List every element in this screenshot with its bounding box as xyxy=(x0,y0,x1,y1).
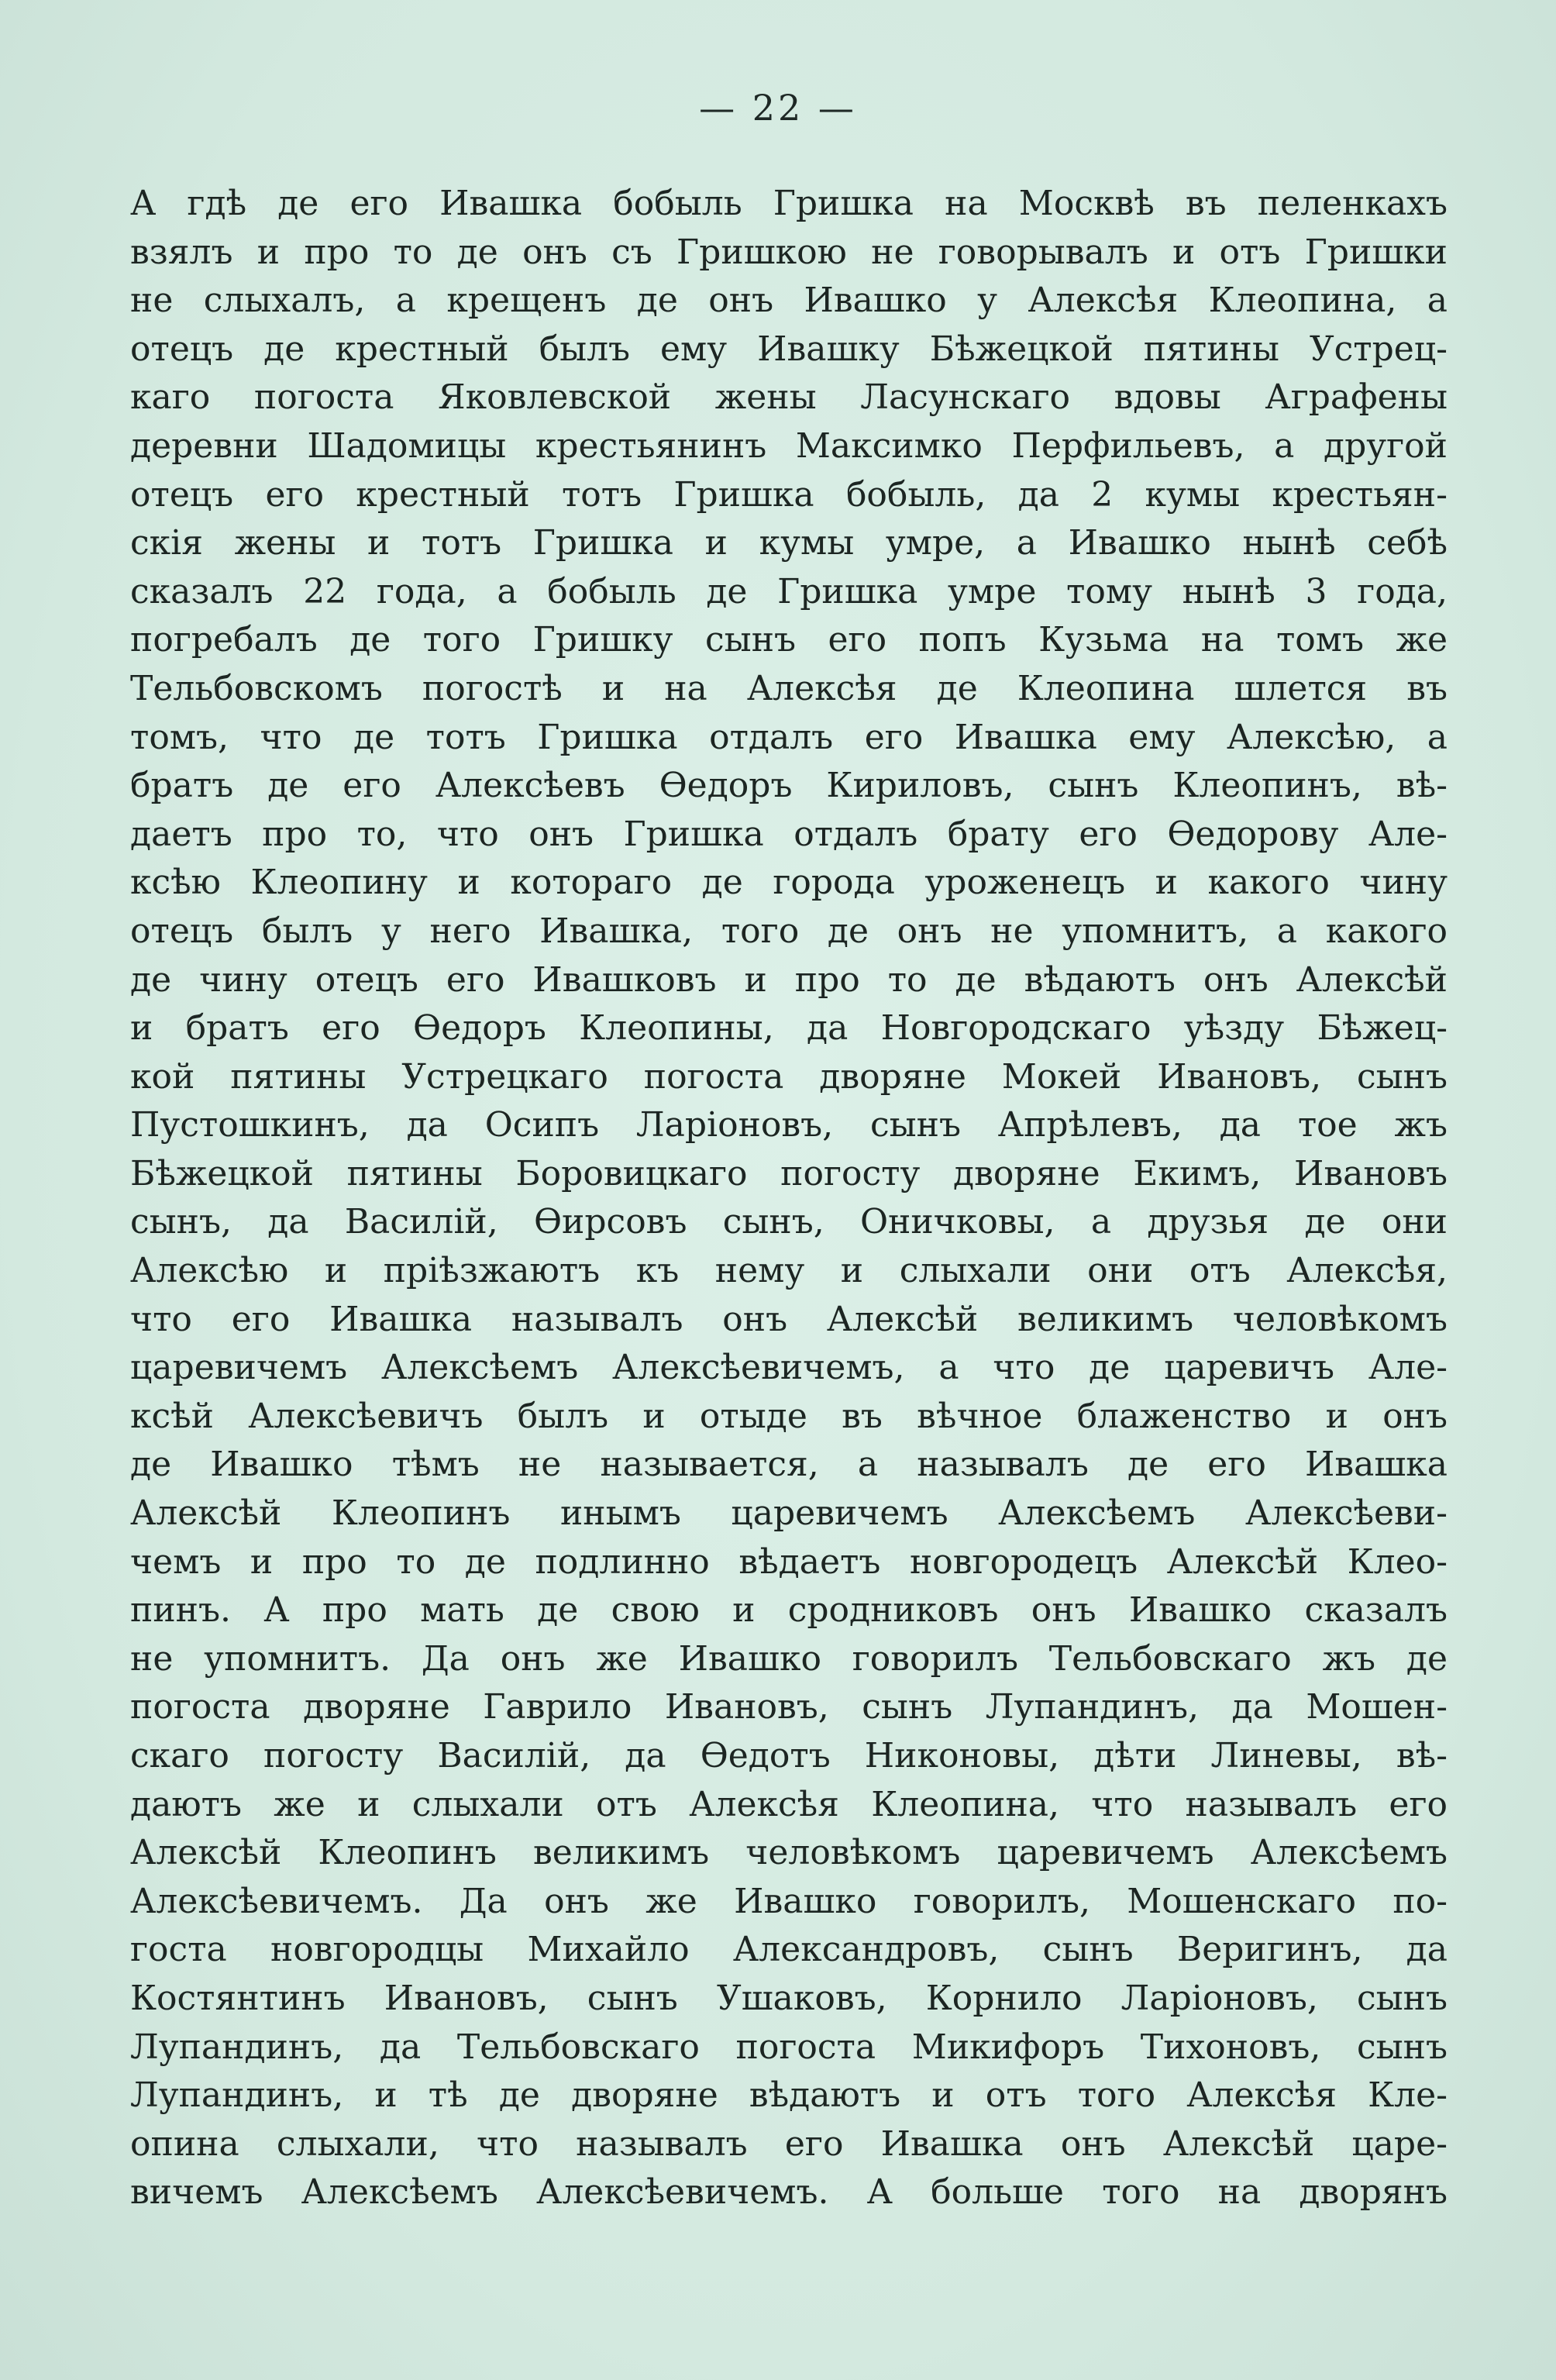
text-line: скія жены и тотъ Гришка и кумы умре, а Ивашко нынѣ себѣ xyxy=(130,523,1448,563)
text-line: Бѣжецкой пятины Боровицкаго погосту дворяне Екимъ, Ивановъ xyxy=(130,1153,1448,1193)
text-line: взялъ и про то де онъ съ Гришкою не говорывалъ и отъ Гришки xyxy=(130,232,1448,272)
text-line: де Ивашко тѣмъ не называется, а называлъ де его Ивашка xyxy=(130,1445,1448,1485)
text-line: деревни Шадомицы крестьянинъ Максимко Перфильевъ, а другой xyxy=(130,425,1448,466)
text-line: Алексѣй Клеопинъ инымъ царевичемъ Алексѣемъ Алексѣеви- xyxy=(130,1493,1448,1534)
text-line: Алексѣю и пріѣзжаютъ къ нему и слыхали они отъ Алексѣя, xyxy=(130,1251,1448,1291)
text-line: скаго погосту Василій, да Ѳедотъ Никоновы, дѣти Линевы, вѣ- xyxy=(130,1736,1448,1776)
text-line: даетъ про то, что онъ Гришка отдалъ брату его Ѳедорову Але- xyxy=(130,814,1448,854)
text-line: Пустошкинъ, да Осипъ Ларіоновъ, сынъ Апрѣлевъ, да тое жъ xyxy=(130,1105,1448,1145)
text-line: пинъ. А про мать де свою и сродниковъ онъ Ивашко сказалъ xyxy=(130,1590,1448,1631)
text-line: братъ де его Алексѣевъ Ѳедоръ Кириловъ, сынъ Клеопинъ, вѣ- xyxy=(130,766,1448,806)
text-line: сказалъ 22 года, а бобыль де Гришка умре тому нынѣ 3 года, xyxy=(130,571,1448,611)
text-line: де чину отецъ его Ивашковъ и про то де вѣдаютъ онъ Алексѣй xyxy=(130,959,1448,1000)
text-line: даютъ же и слыхали отъ Алексѣя Клеопина, что называлъ его xyxy=(130,1784,1448,1824)
text-line: не слыхалъ, а крещенъ де онъ Ивашко у Алексѣя Клеопина, а xyxy=(130,281,1448,321)
text-line: отецъ де крестный былъ ему Ивашку Бѣжецкой пятины Устрец- xyxy=(130,329,1448,369)
body-text xyxy=(130,180,1448,2217)
text-line: не упомнитъ. Да онъ же Ивашко говорилъ Тельбовскаго жъ де xyxy=(130,1638,1448,1679)
text-line: томъ, что де тотъ Гришка отдалъ его Ивашка ему Алексѣю, а xyxy=(130,717,1448,757)
text-line: отецъ былъ у него Ивашка, того де онъ не упомнитъ, а какого xyxy=(130,911,1448,951)
text-line: что его Ивашка называлъ онъ Алексѣй великимъ человѣкомъ xyxy=(130,1299,1448,1339)
text-line: А гдѣ де его Ивашка бобыль Гришка на Москвѣ въ пеленкахъ xyxy=(130,184,1448,223)
text-line: госта новгородцы Михайло Александровъ, сынъ Веригинъ, да xyxy=(130,1930,1448,1970)
text-line: опина слыхали, что называлъ его Ивашка онъ Алексѣй царе- xyxy=(130,2123,1448,2164)
text-line: чемъ и про то де подлинно вѣдаетъ новгородецъ Алексѣй Клео- xyxy=(130,1541,1448,1582)
text-line: каго погоста Яковлевской жены Ласунскаго вдовы Аграфены xyxy=(130,377,1448,418)
text-line: Лупандинъ, да Тельбовскаго погоста Микифоръ Тихоновъ, сынъ xyxy=(130,2027,1448,2067)
text-line: царевичемъ Алексѣемъ Алексѣевичемъ, а что де царевичъ Але- xyxy=(130,1348,1448,1388)
text-line: сынъ, да Василій, Ѳирсовъ сынъ, Оничковы, а друзья де они xyxy=(130,1202,1448,1242)
text-line: погребалъ де того Гришку сынъ его попъ Кузьма на томъ же xyxy=(130,620,1448,660)
text-line: вичемъ Алексѣемъ Алексѣевичемъ. А больше того на дворянъ xyxy=(130,2172,1448,2213)
text-line: и братъ его Ѳедоръ Клеопины, да Новгородскаго уѣзду Бѣжец- xyxy=(130,1008,1448,1049)
page-number: — 22 — xyxy=(699,87,857,129)
text-line: погоста дворяне Гаврило Ивановъ, сынъ Лупандинъ, да Мошен- xyxy=(130,1687,1448,1727)
text-line: отецъ его крестный тотъ Гришка бобыль, да 2 кумы крестьян- xyxy=(130,474,1448,515)
text-line: Лупандинъ, и тѣ де дворяне вѣдаютъ и отъ того Алексѣя Кле- xyxy=(130,2075,1448,2116)
text-line: Костянтинъ Ивановъ, сынъ Ушаковъ, Корнило Ларіоновъ, сынъ xyxy=(130,1978,1448,2018)
text-line: Тельбовскомъ погостѣ и на Алексѣя де Клеопина шлется въ xyxy=(130,668,1448,708)
text-line: Алексѣй Клеопинъ великимъ человѣкомъ царевичемъ Алексѣемъ xyxy=(130,1833,1448,1873)
text-line: кой пятины Устрецкаго погоста дворяне Мокей Ивановъ, сынъ xyxy=(130,1056,1448,1097)
text-line: ксѣй Алексѣевичъ былъ и отыде въ вѣчное блаженство и онъ xyxy=(130,1396,1448,1436)
text-line: ксѣю Клеопину и котораго де города уроженецъ и какого чину xyxy=(130,863,1448,903)
text-line: Алексѣевичемъ. Да онъ же Ивашко говорилъ, Мошенскаго по- xyxy=(130,1881,1448,1921)
